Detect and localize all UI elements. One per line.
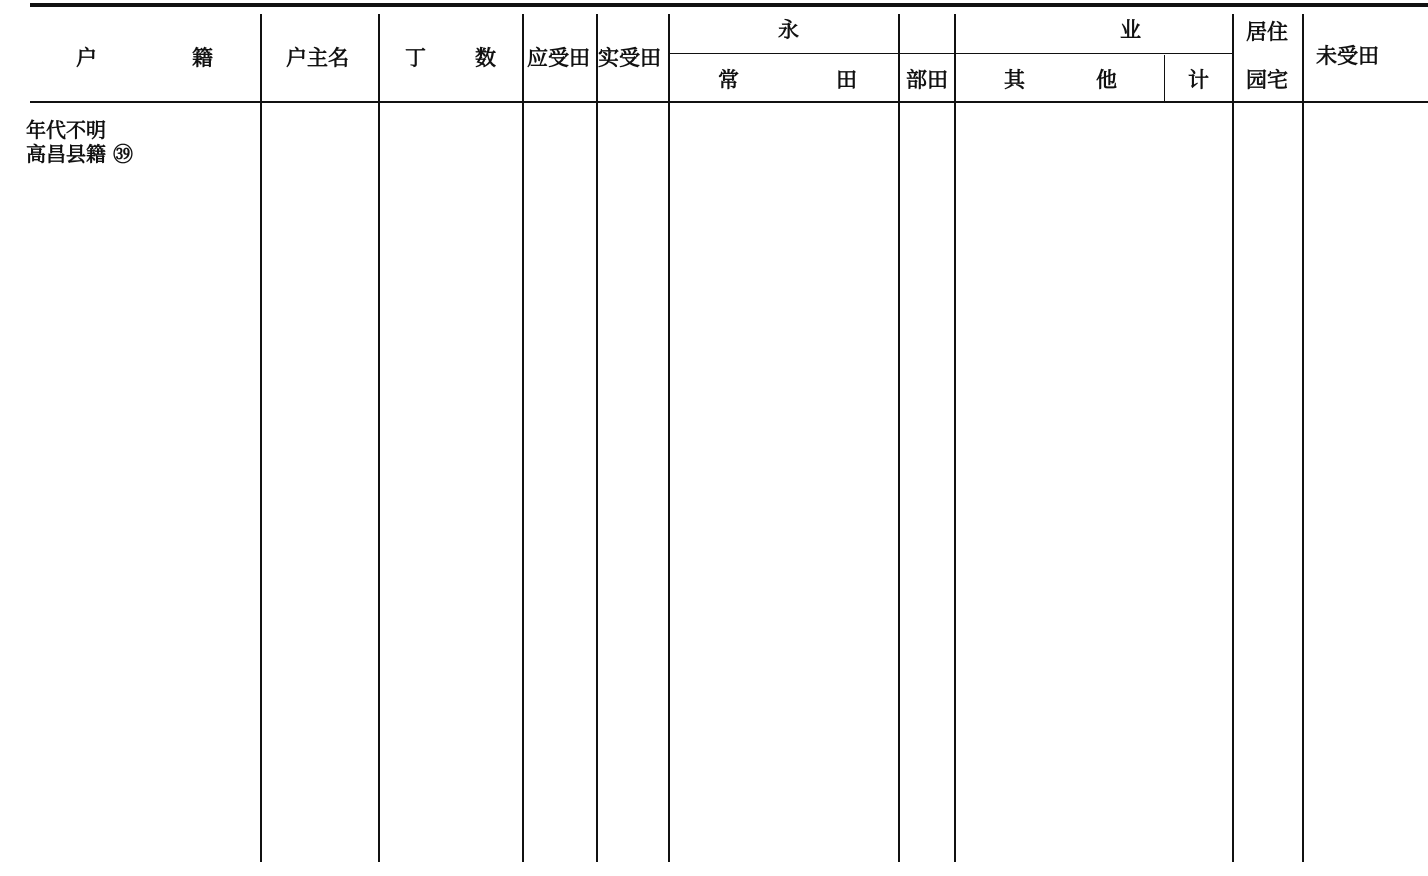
column-rule [668,14,670,862]
column-rule [522,14,524,862]
header-ding-b: 数 [475,45,496,70]
column-rule [1232,14,1234,862]
header-butian: 部田 [906,67,948,92]
column-rule [1302,14,1304,862]
header-chang: 常 [718,67,739,92]
column-rule [898,14,900,862]
header-ye: 业 [1120,17,1141,42]
column-rule [596,14,598,862]
top-rule [30,3,1428,7]
column-rule [378,14,380,862]
header-juzhu: 居住 [1246,19,1288,44]
column-rule [1164,55,1165,103]
cell-huji: 年代不明 [26,118,106,142]
header-qi: 其 [1004,67,1025,92]
header-huzhu: 户主名 [286,45,349,70]
header-ying: 应受田 [527,45,590,70]
header-shi: 实受田 [598,45,661,70]
header-weishou: 未受田 [1316,43,1379,68]
yongye-divider-rule [670,53,1232,54]
header-tian: 田 [836,67,857,92]
header-bottom-rule [30,101,1428,103]
column-rule [260,14,262,862]
header-yuanzhai: 园宅 [1246,67,1288,92]
header-ta: 他 [1096,67,1117,92]
header-ding-a: 丁 [405,45,426,70]
header-yong: 永 [778,17,799,42]
column-rule [954,14,956,862]
header-huji-a: 户 [76,45,97,70]
cell-huji: 高昌县籍 ㊴ [26,142,133,166]
header-huji-b: 籍 [192,45,213,70]
header-ji: 计 [1188,67,1209,92]
